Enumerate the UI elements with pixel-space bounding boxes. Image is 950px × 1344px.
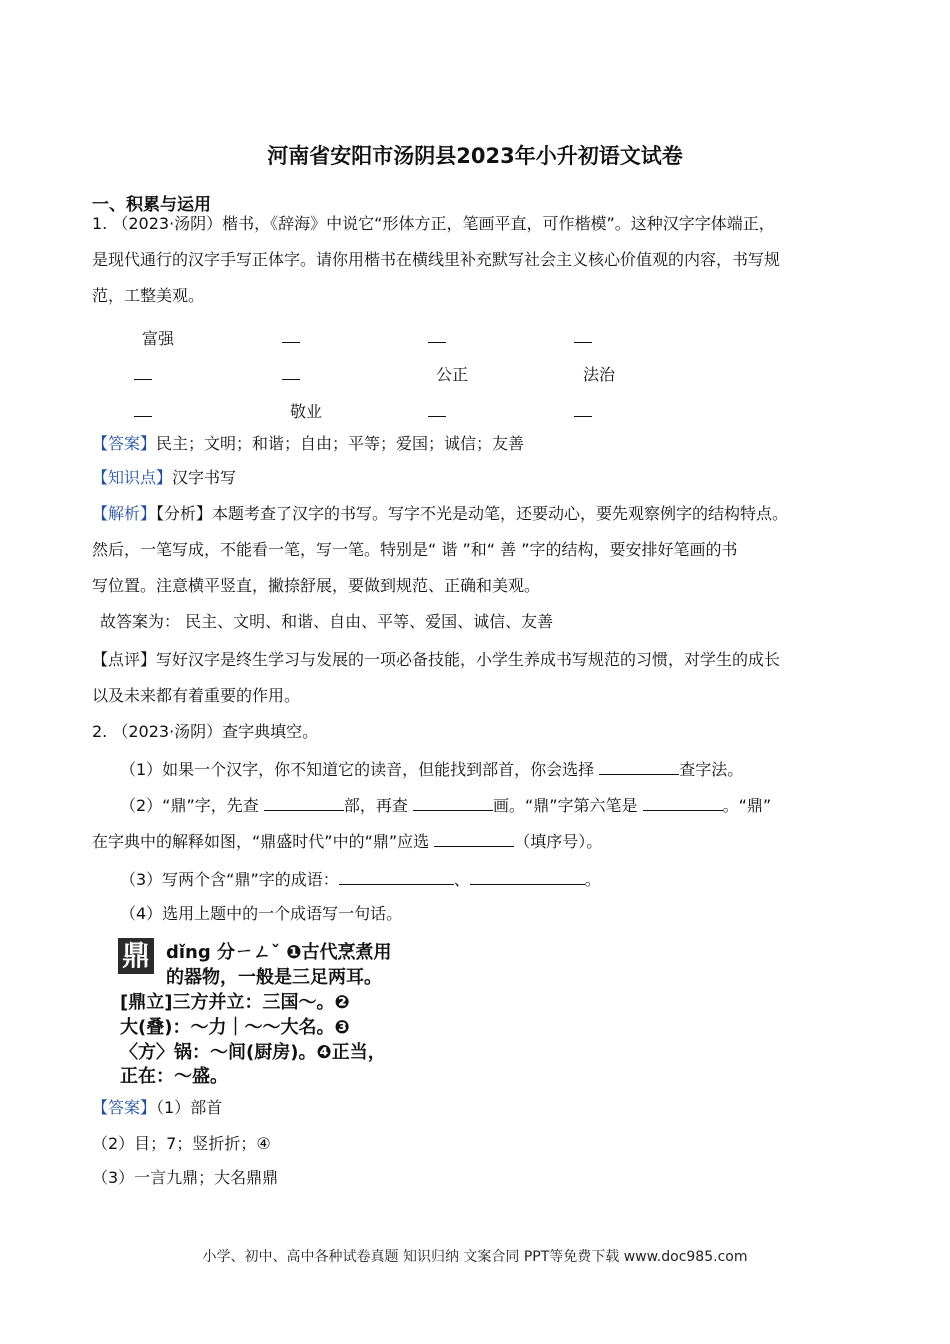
answer-blank[interactable] [470, 868, 585, 885]
word-gongzheng: 公正 [436, 365, 469, 384]
q2-sub3-sep: 、 [453, 870, 470, 889]
dictionary-line: 的器物，一般是三足两耳。 [166, 967, 382, 988]
blank-line [574, 342, 592, 343]
answer-tag: 【答案】 [92, 434, 157, 453]
analysis-line: 然后，一笔写成，不能看一笔，写一笔。特别是“ 谐 ”和“ 善 ”字的结构，要安排好笔画的书 [92, 540, 738, 559]
answer-tag: 【答案】 [92, 1098, 157, 1117]
section-heading: 一、积累与运用 [92, 195, 211, 215]
answer-blank[interactable] [599, 758, 679, 775]
q1-line: 1. （2023·汤阴）楷书，《辞海》中说它“形体方正，笔画平直，可作楷模”。这种汉字字体端正， [92, 214, 775, 233]
q2-sub2-text: （填序号）。 [514, 832, 603, 851]
q2-sub2-text: 。“鼎” [722, 796, 772, 815]
q1-line: 是现代通行的汉字手写正体字。请你用楷书在横线里补充默写社会主义核心价值观的内容，书写规 [92, 250, 781, 269]
q2-sub1-text: （1）如果一个汉字，你不知道它的读音，但能找到部首，你会选择 [120, 760, 600, 779]
q2-sub2 [92, 788, 862, 860]
answer-blank[interactable] [264, 794, 344, 811]
q2-sub2-text: 画。“鼎”字第六笔是 [492, 796, 643, 815]
q1-final-answer: 故答案为： 民主、文明、和谐、自由、平等、爱国、诚信、友善 [100, 612, 554, 631]
answer-text: （1）部首 [156, 1098, 223, 1117]
blank-line [428, 342, 446, 343]
q2-sub2-text: （2）“鼎”字，先查 [120, 796, 264, 815]
word-jingye: 敬业 [290, 402, 323, 421]
dictionary-entry-image [118, 936, 408, 1087]
q1-knowledge [92, 460, 862, 496]
q2-sub3-end: 。 [584, 870, 601, 889]
q1-answer [92, 426, 862, 462]
q2-sub2-text: 部，再查 [343, 796, 413, 815]
q1-comment [92, 642, 862, 714]
dictionary-line: 大(叠)：～力｜～～大名。❸ [120, 1017, 350, 1038]
blank-line [574, 416, 592, 417]
q2-answer-2: （2）目；7；竖折折；④ [92, 1134, 271, 1153]
answer-blank[interactable] [434, 830, 514, 847]
q2-sub3-text: （3）写两个含“鼎”字的成语： [120, 870, 339, 889]
q2-answer [92, 1090, 862, 1126]
page-title: 河南省安阳市汤阴县2023年小升初语文试卷 [267, 144, 683, 168]
answer-blank[interactable] [339, 868, 454, 885]
q1-stem [92, 206, 862, 314]
word-fazhi: 法治 [583, 365, 616, 384]
blank-line [134, 416, 152, 417]
q2-sub3 [120, 862, 890, 898]
word-fuqiang: 富强 [142, 329, 175, 348]
analysis-tag: 【解析】 [92, 504, 157, 523]
blank-line [282, 342, 300, 343]
knowledge-text: 汉字书写 [172, 468, 237, 487]
page-footer: 小学、初中、高中各种试卷真题 知识归纳 文案合同 PPT等免费下载 www.doc985.com [202, 1249, 748, 1265]
q2-sub4: （4）选用上题中的一个成语写一句话。 [120, 904, 403, 923]
blank-line [282, 379, 300, 380]
dictionary-line: dǐng 分ㄧㄥˇ ❶古代烹煮用 [166, 942, 392, 963]
q2-answer-3: （3）一言九鼎；大名鼎鼎 [92, 1168, 279, 1187]
answer-blank[interactable] [413, 794, 493, 811]
answer-text: 民主；文明；和谐；自由；平等；爱国；诚信；友善 [156, 434, 525, 453]
dictionary-line: 正在：～盛。 [120, 1066, 228, 1087]
q2-sub2-text: 在字典中的解释如图，“鼎盛时代”中的“鼎”应选 [92, 832, 435, 851]
dictionary-line: 〈方〉锅：～间(厨房)。❹正当， [120, 1042, 386, 1063]
answer-blank[interactable] [643, 794, 723, 811]
blank-line [428, 416, 446, 417]
q2-sub1-tail: 查字法。 [679, 760, 744, 779]
comment-line: 【点评】写好汉字是终生学习与发展的一项必备技能，小学生养成书写规范的习惯，对学生的成长 [92, 650, 781, 669]
q2-stem: 2. （2023·汤阴）查字典填空。 [92, 722, 319, 741]
analysis-line: 【分析】本题考查了汉字的书写。写字不光是动笔，还要动心，要先观察例字的结构特点。 [156, 504, 789, 523]
analysis-line: 写位置。注意横平竖直，撇捺舒展，要做到规范、正确和美观。 [92, 576, 541, 595]
dictionary-headword: 鼎 [118, 938, 154, 974]
q1-line: 范，工整美观。 [92, 286, 205, 305]
blank-line [134, 379, 152, 380]
q2-sub1 [120, 752, 890, 788]
dictionary-line: [鼎立]三方并立：三国～。❷ [120, 992, 350, 1013]
knowledge-tag: 【知识点】 [92, 468, 173, 487]
q1-analysis [92, 496, 862, 604]
comment-line: 以及未来都有着重要的作用。 [92, 686, 301, 705]
